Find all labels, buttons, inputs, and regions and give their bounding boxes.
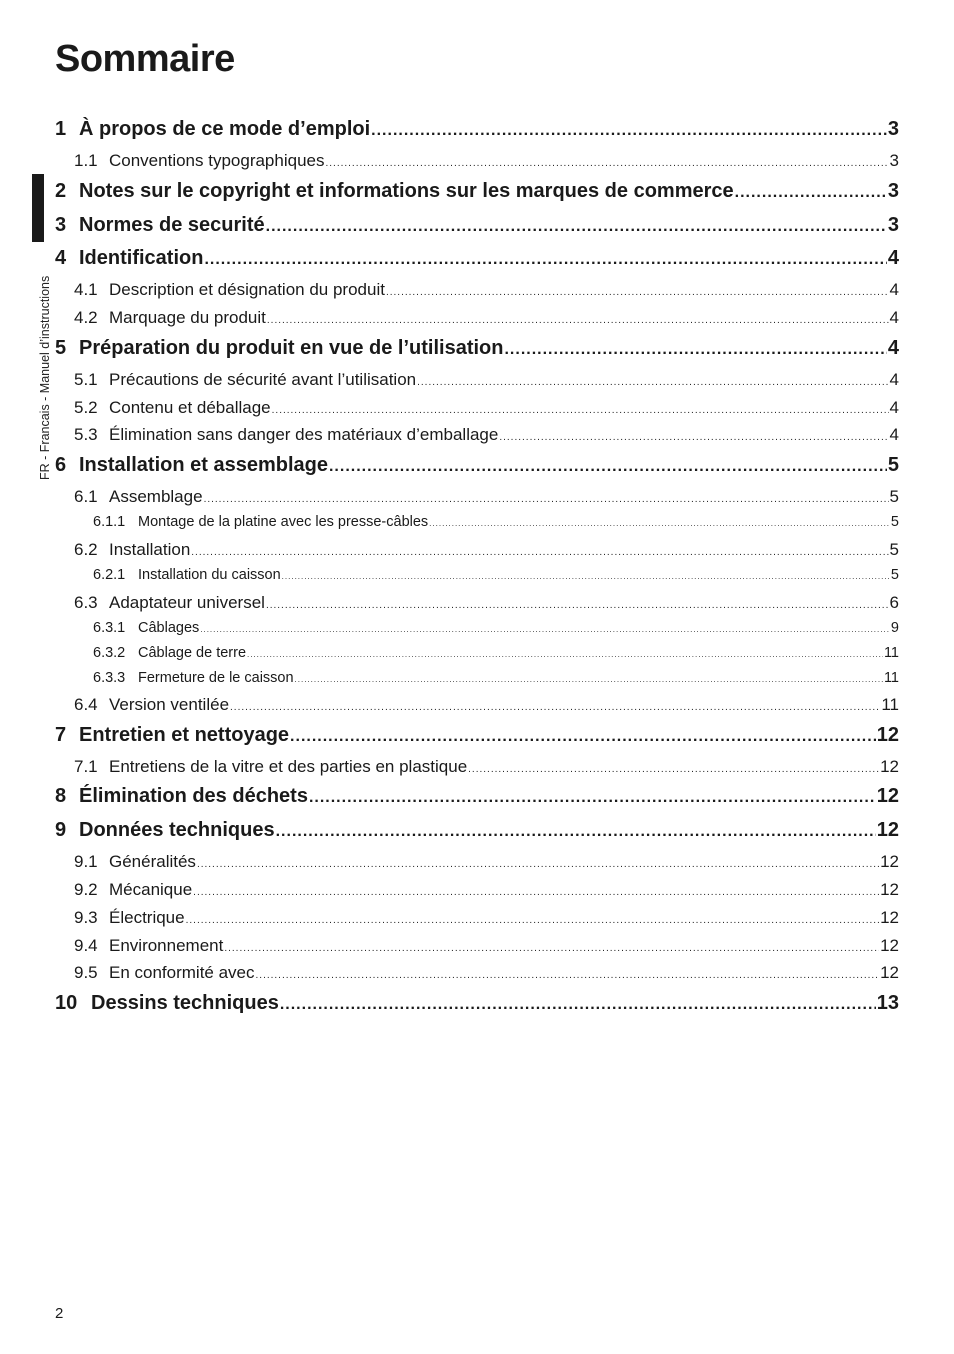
toc-entry-number: 6.2.1 [93,567,126,583]
toc-entry-1[interactable] [55,118,899,141]
toc-entry-page: 12 [876,724,899,746]
side-language-label: FR - Francais - Manuel d’instructions [38,275,52,480]
toc-entry-number: 6 [55,454,67,476]
toc-entry-number: 6.1.1 [93,514,126,530]
toc-entry-title: Entretiens de la vitre et des parties en plastique [109,757,468,776]
toc-entry-number: 8 [55,785,67,807]
toc-leader-dots [371,122,887,140]
toc-entry-6[interactable] [55,454,899,477]
toc-entry-number: 6.3.3 [93,670,126,686]
toc-entry-title: Élimination des déchets [79,785,308,807]
toc-entry-4[interactable] [55,247,899,270]
toc-entry-7[interactable] [55,724,899,747]
toc-entry-9-3[interactable] [55,908,899,928]
toc-leader-dots [504,341,886,359]
toc-entry-6-2-1[interactable] [55,567,899,583]
toc-entry-title: Marquage du produit [109,308,266,327]
toc-entry-page: 12 [876,819,899,841]
toc-entry-title: Fermeture de le caisson [138,670,294,686]
toc-leader-dots [204,251,886,269]
toc-entry-page: 4 [887,247,899,269]
toc-entry-5[interactable] [55,337,899,360]
toc-entry-number: 9 [55,819,67,841]
toc-entry-number: 5.1 [74,370,98,389]
toc-entry-6-3-2[interactable] [55,645,899,661]
toc-leader-dots [197,859,879,870]
toc-entry-page: 3 [887,214,899,236]
toc-leader-dots [280,996,876,1014]
toc-entry-6-4[interactable] [55,695,899,715]
toc-leader-dots [272,405,889,416]
toc-entry-page: 12 [880,757,899,776]
toc-leader-dots [735,184,887,202]
toc-entry-title: Câblages [138,620,200,636]
toc-entry-9-2[interactable] [55,880,899,900]
toc-entry-title: Installation [109,540,191,559]
toc-entry-1-1[interactable] [55,151,899,171]
toc-entry-title: Version ventilée [109,695,230,714]
toc-entry-number: 9.5 [74,963,98,982]
toc-entry-page: 12 [880,852,899,871]
toc-entry-title: Installation du caisson [138,567,281,583]
toc-entry-title: Contenu et déballage [109,398,271,417]
toc-entry-page: 11 [881,695,899,714]
toc-leader-dots [191,547,888,558]
toc-entry-number: 6.3.1 [93,620,126,636]
toc-entry-title: Identification [79,247,204,269]
toc-entry-number: 2 [55,180,67,202]
toc-entry-3[interactable] [55,214,899,237]
toc-entry-title: Mécanique [109,880,193,899]
toc-entry-6-3-3[interactable] [55,670,899,686]
toc-entry-9-1[interactable] [55,852,899,872]
toc-entry-number: 9.1 [74,852,98,871]
toc-entry-6-1-1[interactable] [55,514,899,530]
toc-entry-title: Conventions typographiques [109,151,325,170]
toc-entry-title: Élimination sans danger des matériaux d’emballage [109,425,499,444]
toc-entry-title: Entretien et nettoyage [79,724,290,746]
toc-leader-dots [200,625,890,634]
toc-entry-number: 6.4 [74,695,98,714]
toc-entry-8[interactable] [55,785,899,808]
toc-leader-dots [266,218,887,236]
toc-entry-title: Environnement [109,936,224,955]
toc-entry-page: 13 [876,992,899,1014]
toc-entry-number: 5 [55,337,67,359]
toc-entry-number: 4 [55,247,67,269]
toc-entry-number: 6.3.2 [93,645,126,661]
toc-entry-number: 6.1 [74,487,98,506]
toc-leader-dots [290,728,876,746]
toc-entry-title: À propos de ce mode d’emploi [79,118,371,140]
toc-entry-page: 12 [880,908,899,927]
toc-entry-title: Dessins techniques [91,992,279,1014]
side-tab-marker [32,174,44,242]
toc-entry-9-4[interactable] [55,936,899,956]
toc-entry-number: 7 [55,724,67,746]
toc-leader-dots [468,764,879,775]
toc-leader-dots [417,377,888,388]
toc-entry-title: Précautions de sécurité avant l’utilisation [109,370,417,389]
toc-entry-9[interactable] [55,819,899,842]
toc-entry-6-2[interactable] [55,540,899,560]
page-number: 2 [55,1305,64,1322]
toc-entry-page: 4 [889,398,899,417]
toc-entry-number: 9.3 [74,908,98,927]
toc-entry-page: 11 [883,645,899,661]
toc-entry-title: Montage de la platine avec les presse-câbles [138,514,429,530]
toc-entry-number: 9.2 [74,880,98,899]
toc-entry-2[interactable] [55,180,899,203]
toc-entry-page: 5 [890,514,899,530]
toc-leader-dots [329,458,887,476]
toc-entry-page: 11 [883,670,899,686]
toc-leader-dots [499,432,888,443]
toc-entry-title: En conformité avec [109,963,255,982]
toc-entry-page: 6 [889,593,899,612]
toc-entry-page: 5 [889,540,899,559]
toc-entry-title: Câblage de terre [138,645,247,661]
toc-entry-number: 10 [55,992,78,1014]
toc-entry-title: Généralités [109,852,196,871]
toc-entry-page: 4 [887,337,899,359]
toc-entry-page: 5 [887,454,899,476]
toc-leader-dots [266,600,889,611]
toc-entry-number: 4.2 [74,308,98,327]
toc-leader-dots [309,789,876,807]
toc-entry-5-2[interactable] [55,398,899,418]
toc-entry-page: 4 [889,308,899,327]
toc-entry-5-3[interactable] [55,425,899,445]
toc-entry-title: Description et désignation du produit [109,280,385,299]
page-title: Sommaire [55,38,235,80]
toc-leader-dots [186,915,879,926]
toc-entry-page: 4 [889,280,899,299]
toc-entry-number: 9.4 [74,936,98,955]
toc-entry-title: Normes de securité [79,214,265,236]
toc-entry-number: 4.1 [74,280,98,299]
toc-entry-number: 1.1 [74,151,98,170]
toc-leader-dots [230,702,880,713]
toc-entry-title: Notes sur le copyright et informations sur les marques de commerce [79,180,734,202]
toc-leader-dots [295,675,883,684]
toc-entry-number: 3 [55,214,67,236]
toc-entry-page: 4 [889,370,899,389]
toc-entry-title: Électrique [109,908,185,927]
toc-entry-page: 9 [890,620,899,636]
toc-leader-dots [256,970,880,981]
toc-leader-dots [224,943,879,954]
toc-entry-title: Données techniques [79,819,275,841]
toc-entry-7-1[interactable] [55,757,899,777]
toc-entry-number: 5.3 [74,425,98,444]
toc-entry-5-1[interactable] [55,370,899,390]
toc-leader-dots [204,494,889,505]
toc-entry-title: Installation et assemblage [79,454,328,476]
toc-leader-dots [282,572,890,581]
toc-leader-dots [386,287,889,298]
toc-entry-page: 12 [880,936,899,955]
toc-entry-page: 5 [889,487,899,506]
toc-leader-dots [247,650,883,659]
toc-entry-page: 12 [880,963,899,982]
toc-entry-number: 5.2 [74,398,98,417]
toc-entry-page: 3 [887,180,899,202]
toc-entry-page: 5 [890,567,899,583]
toc-entry-6-3[interactable] [55,593,899,613]
toc-entry-number: 7.1 [74,757,98,776]
toc-entry-number: 1 [55,118,67,140]
toc-entry-title: Préparation du produit en vue de l’utilisation [79,337,504,359]
toc-entry-page: 3 [887,118,899,140]
toc-entry-9-5[interactable] [55,963,899,983]
toc-leader-dots [193,887,879,898]
toc-entry-4-2[interactable] [55,308,899,328]
toc-entry-number: 6.2 [74,540,98,559]
toc-entry-page: 4 [889,425,899,444]
toc-entry-number: 6.3 [74,593,98,612]
toc-entry-title: Assemblage [109,487,203,506]
toc-leader-dots [276,823,876,841]
toc-leader-dots [429,519,890,528]
toc-entry-page: 3 [889,151,899,170]
toc-entry-4-1[interactable] [55,280,899,300]
toc-entry-10[interactable] [55,992,899,1015]
toc-entry-title: Adaptateur universel [109,593,265,612]
toc-entry-page: 12 [880,880,899,899]
toc-leader-dots [325,158,888,169]
toc-entry-6-1[interactable] [55,487,899,507]
toc-entry-6-3-1[interactable] [55,620,899,636]
toc-entry-page: 12 [876,785,899,807]
toc-leader-dots [267,315,889,326]
